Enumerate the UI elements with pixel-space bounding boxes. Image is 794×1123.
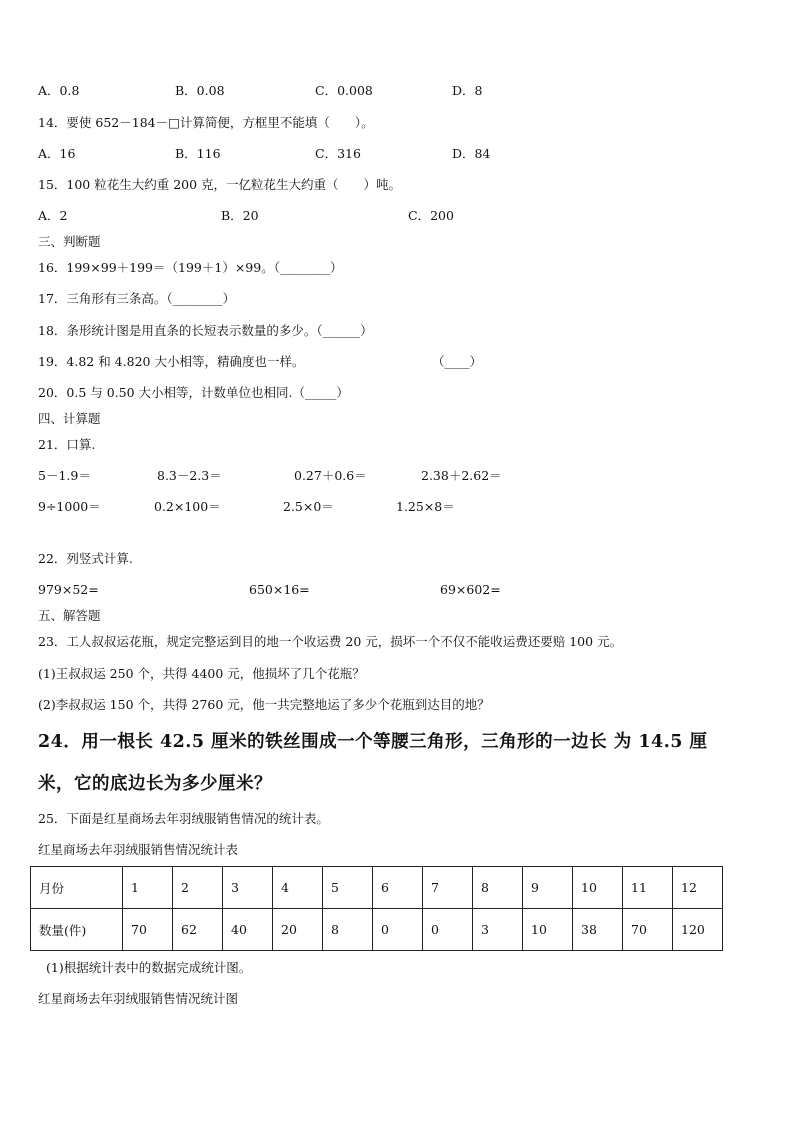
table-cell: 10 bbox=[573, 867, 623, 909]
oral-calc-item: 0.27＋0.6＝ bbox=[294, 468, 367, 483]
section-heading-word-problems: 五、解答题 bbox=[38, 608, 101, 623]
q21-question: 21．口算. bbox=[38, 437, 96, 452]
table-cell: 1 bbox=[123, 867, 173, 909]
q13-option-d: D．8 bbox=[452, 83, 483, 98]
q25-subquestion-1: (1)根据统计表中的数据完成统计图。 bbox=[46, 960, 252, 975]
q25-question: 25．下面是红星商场去年羽绒服销售情况的统计表。 bbox=[38, 811, 329, 826]
table-cell: 8 bbox=[323, 909, 373, 951]
q14-option-d: D．84 bbox=[452, 146, 491, 161]
q23-question: 23．工人叔叔运花瓶，规定完整运到目的地一个收运费 20 元，损坏一个不仅不能收运费还要赔 100 元。 bbox=[38, 634, 623, 649]
q13-option-c: C．0.008 bbox=[315, 83, 373, 98]
q14-option-c: C．316 bbox=[315, 146, 361, 161]
table-cell: 120 bbox=[673, 909, 723, 951]
section-heading-judgement: 三、判断题 bbox=[38, 234, 101, 249]
oral-calc-item: 2.38＋2.62＝ bbox=[421, 468, 502, 483]
table-cell: 70 bbox=[623, 909, 673, 951]
oral-calc-item: 9÷1000＝ bbox=[38, 499, 101, 514]
q14-option-a: A．16 bbox=[38, 146, 76, 161]
vertical-calc-item: 69×602= bbox=[440, 582, 501, 597]
table-cell: 10 bbox=[523, 909, 573, 951]
q17-question: 17．三角形有三条高。（________） bbox=[38, 291, 236, 306]
table-cell: 5 bbox=[323, 867, 373, 909]
q23-subquestion-2: (2)李叔叔运 150 个，共得 2760 元，他一共完整地运了多少个花瓶到达目的地？ bbox=[38, 697, 490, 712]
table-cell: 0 bbox=[423, 909, 473, 951]
sales-stats-table bbox=[30, 866, 723, 951]
table-cell: 9 bbox=[523, 867, 573, 909]
q15-option-b: B．20 bbox=[221, 208, 259, 223]
section-heading-calculation: 四、计算题 bbox=[38, 411, 101, 426]
oral-calc-item: 2.5×0＝ bbox=[283, 499, 334, 514]
q16-question: 16．199×99＋199＝（199＋1）×99。（________） bbox=[38, 260, 343, 275]
q13-option-b: B．0.08 bbox=[175, 83, 225, 98]
table-cell: 8 bbox=[473, 867, 523, 909]
oral-calc-item: 5－1.9＝ bbox=[38, 468, 91, 483]
table-cell: 2 bbox=[173, 867, 223, 909]
table-cell: 40 bbox=[223, 909, 273, 951]
vertical-calc-item: 979×52= bbox=[38, 582, 99, 597]
q19-text: 19．4.82 和 4.820 大小相等，精确度也一样。 bbox=[38, 354, 305, 369]
table-cell: 3 bbox=[473, 909, 523, 951]
q14-question: 14．要使 652－184－□计算简便，方框里不能填（ ）。 bbox=[38, 115, 374, 130]
q24-question-line2: 米，它的底边长为多少厘米？ bbox=[38, 774, 272, 794]
q13-option-a: A．0.8 bbox=[38, 83, 80, 98]
q24-question-line1: 24．用一根长 42.5 厘米的铁丝围成一个等腰三角形，三角形的一边长 为 14.5 厘 bbox=[38, 732, 708, 752]
table-cell: 7 bbox=[423, 867, 473, 909]
q18-question: 18．条形统计图是用直条的长短表示数量的多少。（______） bbox=[38, 323, 373, 338]
table-row bbox=[31, 867, 723, 909]
q19-blank: （____） bbox=[432, 354, 483, 369]
table-cell: 38 bbox=[573, 909, 623, 951]
q23-subquestion-1: (1)王叔叔运 250 个，共得 4400 元，他损坏了几个花瓶？ bbox=[38, 666, 365, 681]
table-cell: 0 bbox=[373, 909, 423, 951]
q15-option-c: C．200 bbox=[408, 208, 454, 223]
oral-calc-item: 1.25×8＝ bbox=[396, 499, 455, 514]
q22-question: 22．列竖式计算. bbox=[38, 551, 133, 566]
q15-question: 15．100 粒花生大约重 200 克，一亿粒花生大约重（ ）吨。 bbox=[38, 177, 402, 192]
q14-option-b: B．116 bbox=[175, 146, 221, 161]
table-cell: 11 bbox=[623, 867, 673, 909]
table-header-month: 月份 bbox=[31, 867, 123, 909]
oral-calc-item: 8.3－2.3＝ bbox=[157, 468, 222, 483]
q25-chart-title: 红星商场去年羽绒服销售情况统计图 bbox=[38, 991, 239, 1006]
table-cell: 62 bbox=[173, 909, 223, 951]
table-cell: 12 bbox=[673, 867, 723, 909]
vertical-calc-item: 650×16= bbox=[249, 582, 310, 597]
table-cell: 4 bbox=[273, 867, 323, 909]
table-cell: 70 bbox=[123, 909, 173, 951]
table-cell: 3 bbox=[223, 867, 273, 909]
q15-option-a: A．2 bbox=[38, 208, 68, 223]
q19-question bbox=[38, 354, 483, 370]
q25-table-title: 红星商场去年羽绒服销售情况统计表 bbox=[38, 842, 239, 857]
q20-question: 20．0.5 与 0.50 大小相等，计数单位也相同.（_____） bbox=[38, 385, 349, 400]
oral-calc-item: 0.2×100＝ bbox=[154, 499, 221, 514]
table-cell: 6 bbox=[373, 867, 423, 909]
table-header-quantity: 数量(件) bbox=[31, 909, 123, 951]
table-cell: 20 bbox=[273, 909, 323, 951]
table-row bbox=[31, 909, 723, 951]
